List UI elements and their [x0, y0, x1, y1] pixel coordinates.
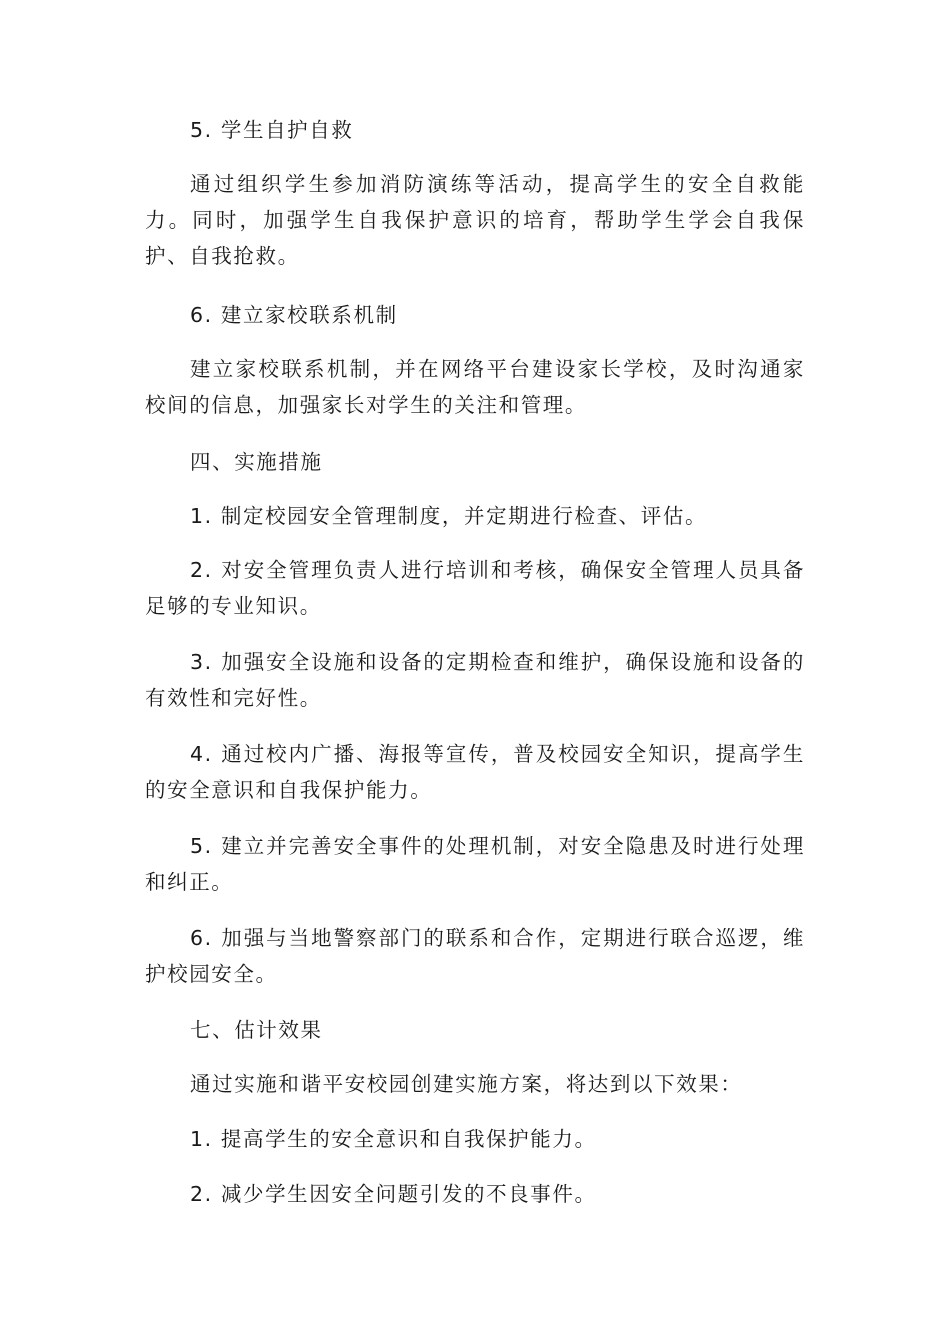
heading-expected-effects: 七、估计效果	[190, 1018, 323, 1042]
heading-home-school-mechanism: 6. 建立家校联系机制	[190, 303, 398, 327]
heading-student-self-protection: 5. 学生自护自救	[190, 118, 354, 142]
list-item-measure-2: 2. 对安全管理负责人进行培训和考核，确保安全管理人员具备足够的专业知识。	[145, 558, 805, 618]
paragraph-effects-intro: 通过实施和谐平安校园创建实施方案，将达到以下效果：	[190, 1072, 743, 1096]
list-item-effect-2: 2. 减少学生因安全问题引发的不良事件。	[190, 1182, 597, 1206]
list-item-measure-6: 6. 加强与当地警察部门的联系和合作，定期进行联合巡逻，维护校园安全。	[145, 926, 805, 986]
list-item-measure-4: 4. 通过校内广播、海报等宣传，普及校园安全知识，提高学生的安全意识和自我保护能力。	[145, 742, 805, 802]
list-item-effect-1: 1. 提高学生的安全意识和自我保护能力。	[190, 1127, 597, 1151]
heading-implementation-measures: 四、实施措施	[190, 450, 323, 474]
list-item-measure-1: 1. 制定校园安全管理制度，并定期进行检查、评估。	[190, 504, 708, 528]
paragraph-home-school: 建立家校联系机制，并在网络平台建设家长学校，及时沟通家校间的信息，加强家长对学生的关注和管理。	[145, 357, 805, 417]
list-item-measure-3: 3. 加强安全设施和设备的定期检查和维护，确保设施和设备的有效性和完好性。	[145, 650, 805, 710]
list-item-measure-5: 5. 建立并完善安全事件的处理机制，对安全隐患及时进行处理和纠正。	[145, 834, 805, 894]
paragraph-self-rescue: 通过组织学生参加消防演练等活动，提高学生的安全自救能力。同时，加强学生自我保护意识的培育，帮助学生学会自我保护、自我抢救。	[145, 172, 805, 268]
